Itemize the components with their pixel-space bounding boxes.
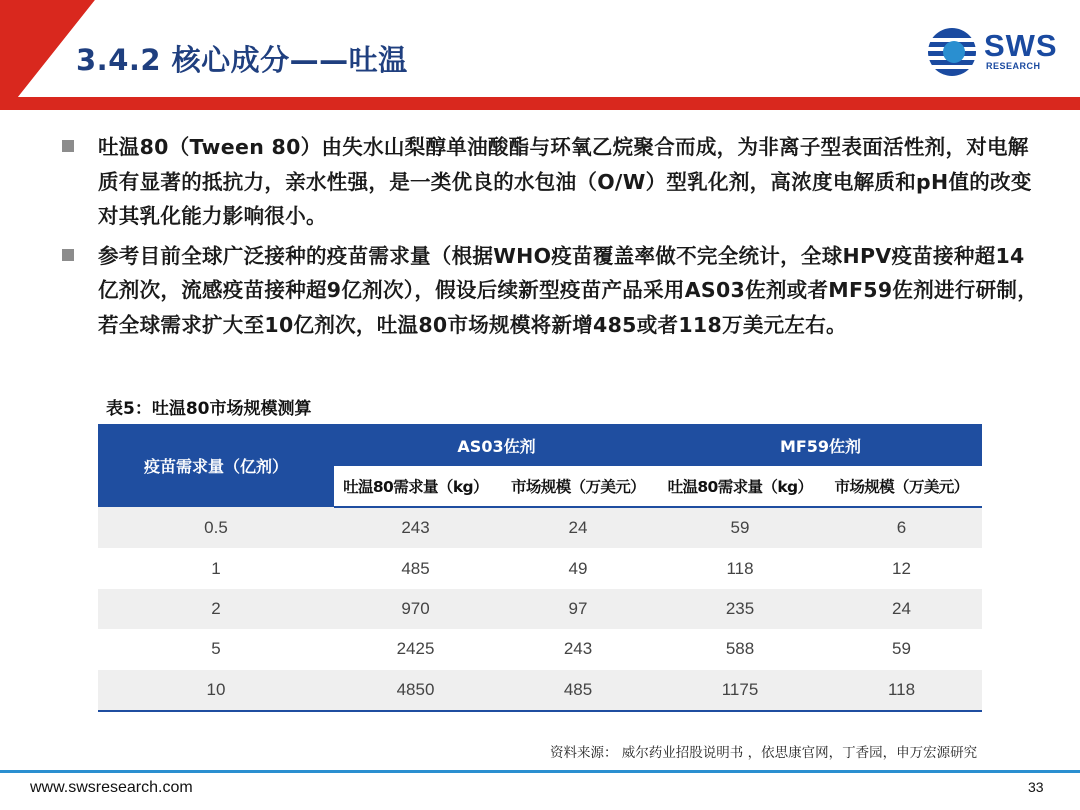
table-row [98,548,982,588]
source-note: 资料来源： 威尔药业招股说明书 ，依思康官网，丁香园，申万宏源研究 [550,745,978,761]
table-cell: 1175 [659,670,821,711]
table-cell: 59 [892,639,911,659]
table-cell: 243 [334,507,497,548]
sws-logo [926,26,1066,78]
page-number: 33 [1028,779,1044,795]
table-cell: 59 [659,507,821,548]
market-size-table [98,424,982,712]
table-cell: 235 [659,589,821,629]
table-cell: 4850 [334,670,497,711]
subheader-as03-demand: 吐温80需求量（kg） [334,466,497,507]
table-row [98,629,982,669]
table-cell: 24 [497,507,659,548]
footer-divider [0,770,1080,773]
table-cell: 485 [497,670,659,711]
table-row [98,670,982,711]
table-cell: 243 [563,639,593,659]
table-cell: 485 [401,558,430,578]
table-cell: 10 [98,670,334,711]
table-cell: 970 [334,589,497,629]
table-cell: 12 [892,558,911,578]
row-header-demand: 疫苗需求量（亿剂） [98,424,334,507]
globe-icon [926,26,980,78]
table-caption: 表5：吐温80市场规模测算 [106,399,312,419]
bullet-text: 吐温80（Tween 80）由失水山梨醇单油酸酯与环氧乙烷聚合而成，为非离子型表面活性剂，对电解质有显著的抵抗力，亲水性强，是一类优良的水包油（O/W）型乳化剂，高浓度电解质和pH值的改变对其乳化能力影响很小。 [98,135,1032,228]
subheader-as03-market: 市场规模（万美元） [497,466,659,507]
bullet-item [60,130,1040,234]
table-row [98,589,982,629]
bullet-item [60,239,1040,343]
group-header-as03: AS03佐剂 [334,424,659,466]
subheader-mf59-demand: 吐温80需求量（kg） [659,466,821,507]
table-row [98,507,982,548]
table-cell: 24 [821,589,982,629]
bullet-list [60,130,1040,347]
group-header-mf59: MF59佐剂 [659,424,982,466]
square-bullet-icon [62,140,74,152]
table-cell: 0.5 [98,507,334,548]
table-cell: 6 [821,507,982,548]
table-cell: 1 [211,558,221,578]
bullet-text: 参考目前全球广泛接种的疫苗需求量（根据WHO疫苗覆盖率做不完全统计，全球HPV疫苗接种超14亿剂次，流感疫苗接种超9亿剂次），假设后续新型疫苗产品采用AS03佐剂或者MF59佐剂进行研制，若全球需求扩大至10亿剂次，吐温80市场规模将新增485或者118万美元左右。 [98,243,1039,337]
table-cell: 2425 [396,639,435,659]
page-title: 3.4.2 核心成分——吐温 [76,43,408,77]
subheader-mf59-market: 市场规模（万美元） [821,466,982,507]
logo-text: SWS [984,28,1058,63]
square-bullet-icon [62,249,74,261]
table-cell: 97 [497,589,659,629]
table-cell: 5 [211,639,221,659]
table-cell: 118 [726,558,754,578]
table-cell: 49 [568,558,588,578]
header-band [0,0,1080,112]
table-cell: 2 [98,589,334,629]
footer-url-link[interactable]: www.swsresearch.com [30,779,193,796]
logo-subtext: RESEARCH [986,61,1041,71]
table-cell: 118 [821,670,982,711]
table-cell: 588 [725,639,755,659]
